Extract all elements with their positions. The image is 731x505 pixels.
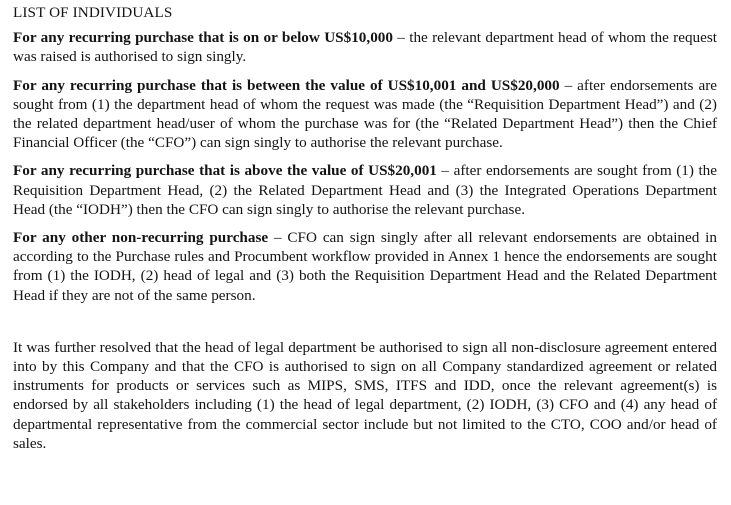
rule-description: – the relevant department head of whom the request was raised is authorised to sign singly.: [13, 29, 717, 66]
rule-description: – CFO can sign singly after all relevant endorsements are obtained in according to the Purchase rules and Procumbent workflow provided in Annex 1 hence the endorsements are sought from (1) the IODH, (2) head of legal and (3) both the Requisition Department Head and the Related Department Head if they are not of the same person.: [13, 229, 718, 304]
rule-condition: For any recurring purchase that is between the value of US$10,001 and US$20,000: [13, 76, 560, 94]
document-page: [13, 3, 717, 453]
rule-paragraph-2: [13, 76, 717, 153]
section-heading: LIST OF INDIVIDUALS: [13, 4, 173, 21]
rule-paragraph-1: [13, 28, 717, 66]
rule-description: – after endorsements are sought from (1) the department head of whom the request was made (the “Requisition Department Head”) and (2) the related department head/user of whom the purchase was for (the “Related Department Head”) then the Chief Financial Officer (the “CFO”) can sign singly to authorise the relevant purchase.: [13, 76, 717, 152]
rule-condition: For any recurring purchase that is on or below US$10,000: [13, 29, 393, 47]
resolution-paragraph: It was further resolved that the head of legal department be authorised to sign all non-disclosure agreement entered into by this Company and that the CFO is authorised to sign on all Company standardized agreement or related instruments for products or services such as MIPS, SMS, ITFS and IDD, once the relevant agreement(s) is endorsed by all stakeholders including (1) the head of legal department, (2) IODH, (3) CFO and (4) any head of departmental representative from the commercial sector include but not limited to the CTO, COO and/or head of sales.: [13, 338, 717, 452]
rule-description: – after endorsements are sought from (1) the Requisition Department Head, (2) the Related Department Head and (3) the Integrated Operations Department Head (the “IODH”) then the CFO can sign singly to authorise the relevant purchase.: [13, 162, 718, 218]
rule-paragraph-3: [13, 161, 717, 219]
rule-paragraph-4: [13, 228, 717, 305]
rule-condition: For any recurring purchase that is above the value of US$20,001: [13, 162, 437, 180]
paragraph-gap: [13, 314, 717, 338]
rule-condition: For any other non-recurring purchase: [13, 229, 269, 247]
